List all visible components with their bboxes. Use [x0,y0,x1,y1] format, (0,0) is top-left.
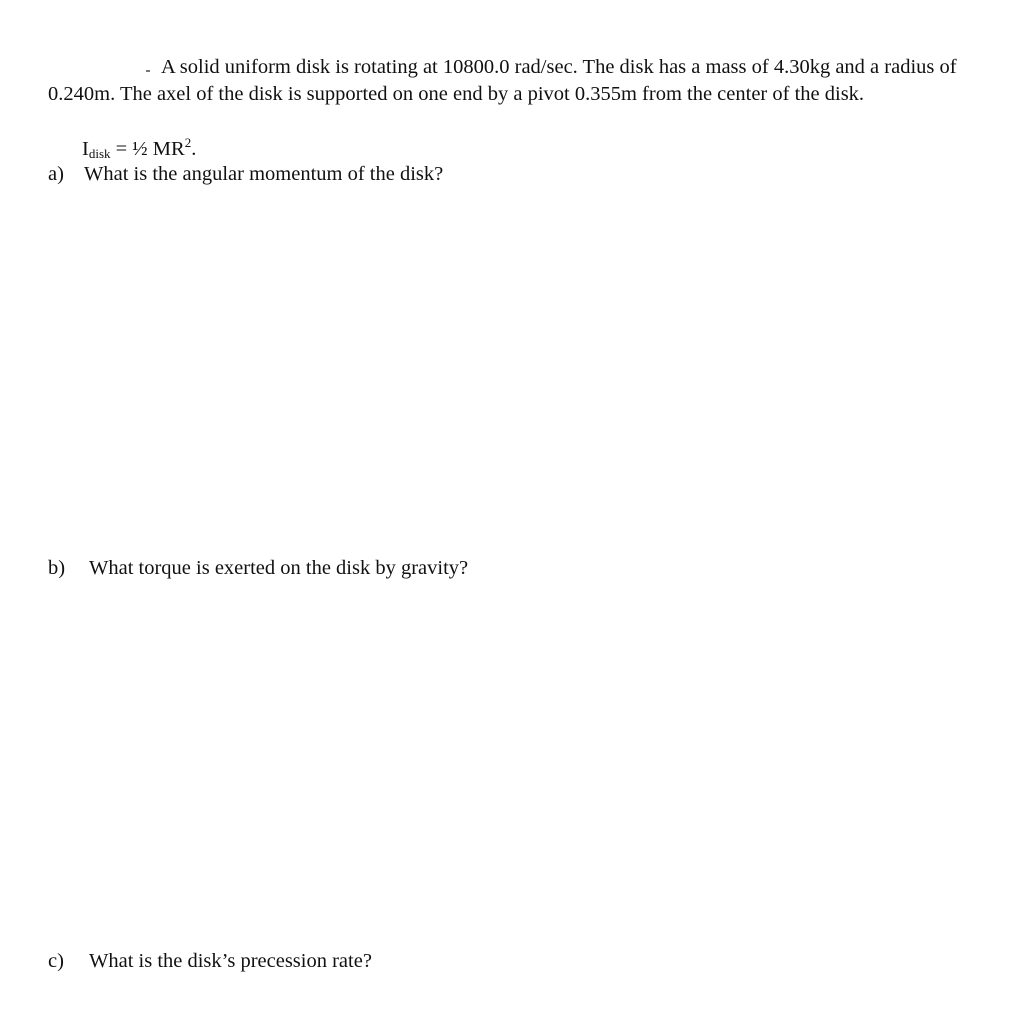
question-c [48,948,372,974]
question-marker: a) [48,163,64,185]
formula-symbol: I [82,138,89,160]
formula-body: = ½ MR [110,138,185,160]
question-b [48,555,468,581]
question-a [48,161,443,187]
question-text: What is the disk’s precession rate? [89,950,372,972]
formula-exponent: 2 [184,135,192,150]
problem-statement: A solid uniform disk is rotating at 10800.0 rad/sec. The disk has a mass of 4.30kg and a radius of 0.240m. The axel of the disk is supported on one end by a pivot 0.355m from the center of the disk. [48,56,957,105]
question-text: What is the angular momentum of the disk? [84,163,444,185]
question-marker: b) [48,557,66,579]
formula-subscript: disk [88,146,111,161]
question-text: What torque is exerted on the disk by gravity? [89,557,469,579]
question-marker: c) [48,950,64,972]
formula-end: . [191,138,197,160]
